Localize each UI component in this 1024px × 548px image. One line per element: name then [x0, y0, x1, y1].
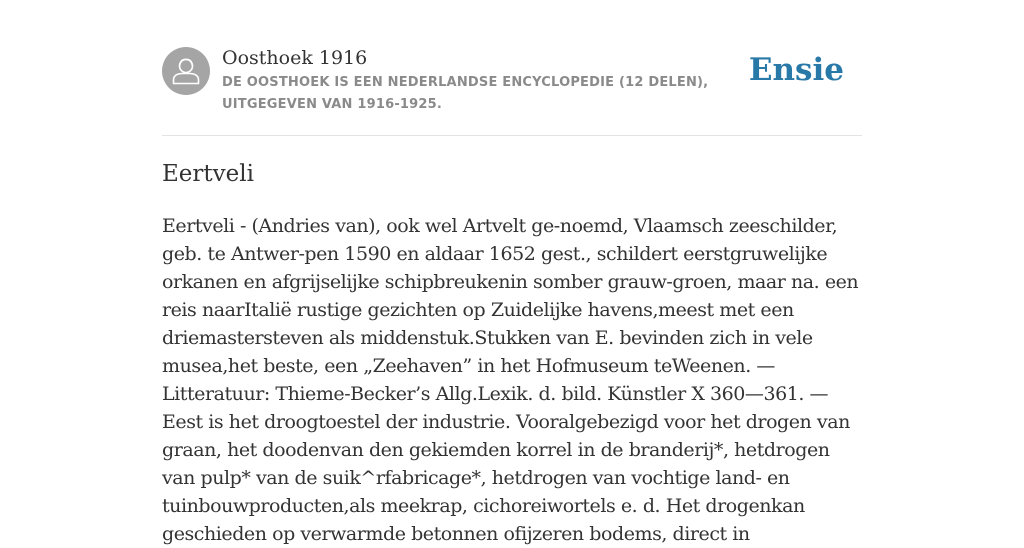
header-divider: [162, 135, 862, 136]
article-body: Eertveli - (Andries van), ook wel Artvelt ge-noemd, Vlaamsch zeeschilder, geb. te Antwer-pen 1590 en aldaar 1652 gest., schildert eerstgruwelijke orkanen en afgrijselijke schipbreukenin somber grauw-groen, maar na. een reis naarItalië rustige gezichten op Zuidelijke havens,meest met een driemastersteven als middenstuk.Stukken van E. bevinden zich in vele musea,het beste, een „Zeehaven” in het Hofmuseum teWeenen. — Litteratuur: Thieme-Becker’s Allg.Lexik. d. bild. Künstler X 360—361. — Eest is het droogtoestel der industrie. Vooralgebezigd voor het drogen van graan, het doodenvan den gekiemden korrel in de branderij*, hetdrogen van pulp* van de suik^rfabricage*, hetdrogen van vochtige land- en tuinbouwproducten,als meekrap, cichoreiwortels e. d. Het drogenkan geschieden op verwarmde betonnen ofijzeren bodems, direct in: [162, 215, 859, 545]
source-title[interactable]: Oosthoek 1916: [222, 47, 368, 69]
source-avatar[interactable]: [162, 47, 210, 95]
source-header: [162, 46, 862, 118]
brand-logo[interactable]: Ensie: [748, 52, 844, 88]
user-icon: [162, 47, 210, 95]
source-description: DE OOSTHOEK IS EEN NEDERLANDSE ENCYCLOPEDIE (12 DELEN), UITGEGEVEN VAN 1916-1925.: [222, 75, 709, 112]
article-title: Eertveli: [162, 161, 254, 187]
